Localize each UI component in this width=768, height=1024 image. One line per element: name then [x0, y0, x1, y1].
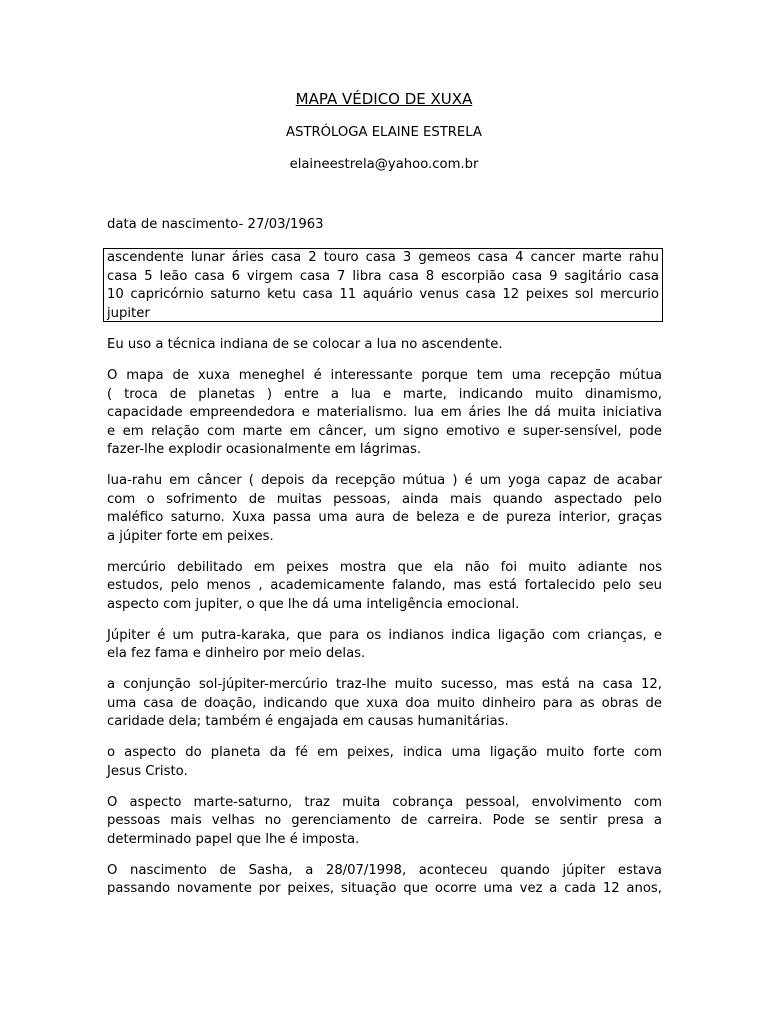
document-body [107, 336, 662, 911]
document-title: MAPA VÉDICO DE XUXA [295, 90, 473, 108]
body-paragraph [107, 794, 662, 850]
chart-box-line: jupiter [107, 305, 150, 321]
paragraph-line: com o sofrimento de muitas pessoas, ainda mais quando aspectado pelo [107, 491, 662, 507]
paragraph-line: maléfico saturno. Xuxa passa uma aura de beleza e de pureza interior, graças [107, 510, 662, 525]
paragraph-line: aspecto com jupiter, o que lhe dá uma inteligência emocional. [107, 596, 520, 612]
body-paragraph [107, 336, 662, 355]
paragraph-line: Eu uso a técnica indiana de se colocar a lua no ascendente. [107, 337, 503, 352]
body-paragraph [107, 367, 662, 460]
paragraph-line: estudos, pelo menos , academicamente falando, mas está fortalecido pelo seu [107, 578, 662, 593]
author-line: ASTRÓLOGA ELAINE ESTRELA [286, 125, 482, 140]
author-email: elaineestrela@yahoo.com.br [289, 157, 479, 172]
chart-houses-box [103, 248, 663, 322]
paragraph-line: o aspecto do planeta da fé em peixes, indica uma ligação muito forte com [107, 745, 662, 760]
chart-box-line: 10 capricórnio saturno ketu casa 11 aquário venus casa 12 peixes sol mercurio [107, 287, 659, 302]
paragraph-line: determinado papel que lhe é imposta. [107, 831, 360, 847]
paragraph-line: fazer-lhe explodir ocasionalmente em lágrimas. [107, 442, 422, 457]
body-paragraph [107, 676, 662, 732]
paragraph-line: a conjunção sol-júpiter-mercúrio traz-lhe muito sucesso, mas está na casa 12, [107, 677, 662, 692]
birth-date: data de nascimento- 27/03/1963 [107, 217, 324, 232]
body-paragraph [107, 472, 662, 546]
paragraph-line: capacidade empreendedora e materialismo. lua em áries lhe dá muita iniciativa [107, 405, 662, 420]
paragraph-line: a júpiter forte em peixes. [107, 528, 274, 544]
paragraph-line: caridade dela; também é engajada em causas humanitárias. [107, 714, 509, 729]
chart-box-line: ascendente lunar áries casa 2 touro casa 3 gemeos casa 4 cancer marte rahu [107, 250, 659, 265]
paragraph-line: ela fez fama e dinheiro por meio delas. [107, 646, 366, 661]
body-paragraph [107, 744, 662, 781]
paragraph-line: O aspecto marte-saturno, traz muita cobrança pessoal, envolvimento com [107, 794, 662, 810]
paragraph-line: passando novamente por peixes, situação que ocorre uma vez a cada 12 anos, [107, 881, 662, 896]
paragraph-line: O nascimento de Sasha, a 28/07/1998, aconteceu quando júpiter estava [107, 862, 662, 878]
chart-box-line: casa 5 leão casa 6 virgem casa 7 libra casa 8 escorpião casa 9 sagitário casa [107, 268, 659, 284]
paragraph-line: Júpiter é um putra-karaka, que para os indianos indica ligação com crianças, e [107, 627, 662, 643]
paragraph-line: Jesus Cristo. [107, 763, 188, 779]
paragraph-line: e em relação com marte em câncer, um signo emotivo e super-sensível, pode [107, 423, 662, 439]
paragraph-line: lua-rahu em câncer ( depois da recepção mútua ) é um yoga capaz de acabar [107, 473, 662, 488]
body-paragraph [107, 559, 662, 615]
paragraph-line: pessoas mais velhas no gerenciamento de carreira. Pode se sentir presa a [107, 813, 662, 828]
paragraph-line: ( troca de planetas ) entre a lua e marte, indicando muito dinamismo, [107, 386, 662, 402]
body-paragraph [107, 627, 662, 664]
paragraph-line: O mapa de xuxa meneghel é interessante porque tem uma recepção mútua [107, 368, 662, 383]
body-paragraph [107, 862, 662, 899]
paragraph-line: mercúrio debilitado em peixes mostra que ela não foi muito adiante nos [107, 559, 662, 575]
paragraph-line: uma casa de doação, indicando que xuxa doa muito dinheiro para as obras de [107, 695, 662, 711]
